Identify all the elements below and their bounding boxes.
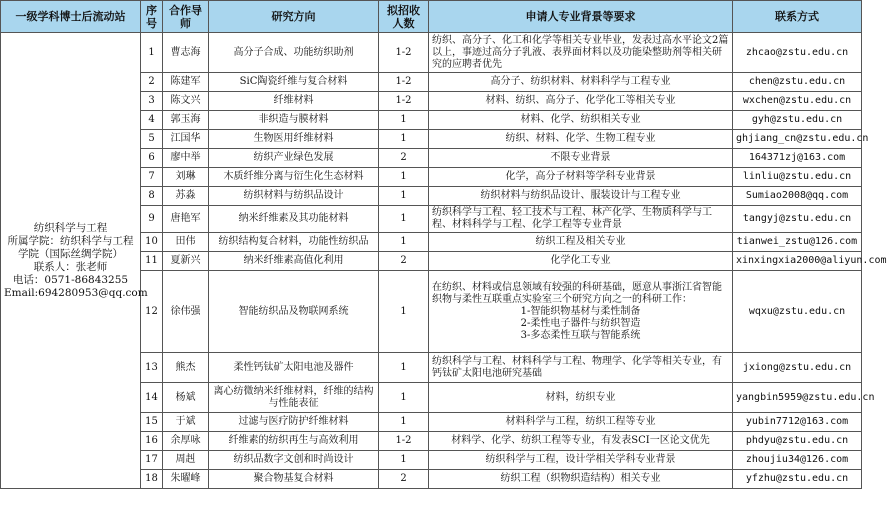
station-name: 纺织科学与工程 xyxy=(33,221,108,234)
cell-req: 化学化工专业 xyxy=(429,252,733,271)
cell-seq: 4 xyxy=(141,111,163,130)
cell-mentor: 于斌 xyxy=(163,413,209,432)
header-seq: 序号 xyxy=(141,1,163,33)
cell-direction: 过滤与医疗防护纤维材料 xyxy=(209,413,379,432)
cell-mentor: 陈文兴 xyxy=(163,92,209,111)
cell-contact: yangbin5959@zstu.edu.cn xyxy=(733,383,862,413)
cell-mentor: 徐伟强 xyxy=(163,271,209,353)
req-item: 1-智能织物基材与柔性制备 xyxy=(520,305,641,317)
cell-contact: Sumiao2008@qq.com xyxy=(733,187,862,206)
station-person: 联系人：张老师 xyxy=(33,260,108,273)
cell-contact: chen@zstu.edu.cn xyxy=(733,73,862,92)
cell-count: 1-2 xyxy=(379,73,429,92)
station-email: Email:694280953@qq.com xyxy=(4,286,148,299)
header-station: 一级学科博士后流动站 xyxy=(1,1,141,33)
cell-mentor: 唐艳军 xyxy=(163,206,209,233)
cell-count: 1 xyxy=(379,111,429,130)
header-requirements: 申请人专业背景等要求 xyxy=(429,1,733,33)
cell-contact: 164371zj@163.com xyxy=(733,149,862,168)
station-phone: 电话：0571-86843255 xyxy=(12,273,129,286)
cell-seq: 17 xyxy=(141,451,163,470)
cell-req: 纺织科学与工程、轻工技术与工程、林产化学、生物质科学与工程、材料科学与工程、化学工程等专业背景 xyxy=(429,206,733,233)
cell-count: 2 xyxy=(379,470,429,489)
cell-direction: 纳米纤维素及其功能材料 xyxy=(209,206,379,233)
cell-req: 纺织科学与工程、材料科学与工程、物理学、化学等相关专业，有钙钛矿太阳电池研究基础 xyxy=(429,353,733,383)
cell-seq: 13 xyxy=(141,353,163,383)
cell-mentor: 夏新兴 xyxy=(163,252,209,271)
header-row xyxy=(1,1,862,33)
cell-req: 纺织工程（织物织造结构）相关专业 xyxy=(429,470,733,489)
cell-count: 2 xyxy=(379,149,429,168)
cell-contact: tianwei_zstu@126.com xyxy=(733,233,862,252)
station-college: 所属学院：纺织科学与工程学院（国际丝绸学院） xyxy=(7,234,134,260)
cell-count: 1 xyxy=(379,383,429,413)
cell-req: 材料科学与工程，纺织工程等专业 xyxy=(429,413,733,432)
cell-seq: 18 xyxy=(141,470,163,489)
cell-count: 1 xyxy=(379,451,429,470)
cell-seq: 10 xyxy=(141,233,163,252)
req-intro: 在纺织、材料或信息领域有较强的科研基础，愿意从事浙江省智能织物与柔性互联重点实验室三个研究方向之一的科研工作： xyxy=(432,281,722,305)
cell-contact: ghjiang_cn@zstu.edu.cn xyxy=(733,130,862,149)
cell-seq: 12 xyxy=(141,271,163,353)
cell-req: 材料，纺织专业 xyxy=(429,383,733,413)
cell-mentor: 苏淼 xyxy=(163,187,209,206)
cell-contact: wxchen@zstu.edu.cn xyxy=(733,92,862,111)
cell-direction: 离心纺微纳米纤维材料，纤维的结构与性能表征 xyxy=(209,383,379,413)
cell-mentor: 曹志海 xyxy=(163,33,209,73)
cell-mentor: 余厚咏 xyxy=(163,432,209,451)
cell-mentor: 刘琳 xyxy=(163,168,209,187)
cell-req: 纺织工程及相关专业 xyxy=(429,233,733,252)
cell-mentor: 廖中举 xyxy=(163,149,209,168)
cell-contact: phdyu@zstu.edu.cn xyxy=(733,432,862,451)
cell-contact: linliu@zstu.edu.cn xyxy=(733,168,862,187)
cell-count: 1 xyxy=(379,206,429,233)
cell-req: 纺织材料与纺织品设计、服装设计与工程专业 xyxy=(429,187,733,206)
header-mentor: 合作导师 xyxy=(163,1,209,33)
cell-contact: jxiong@zstu.edu.cn xyxy=(733,353,862,383)
cell-contact: yfzhu@zstu.edu.cn xyxy=(733,470,862,489)
cell-direction: 木质纤维分离与衍生化生态材料 xyxy=(209,168,379,187)
cell-direction: 纤维素的纺织再生与高效利用 xyxy=(209,432,379,451)
cell-count: 1-2 xyxy=(379,432,429,451)
header-count: 拟招收人数 xyxy=(379,1,429,33)
cell-count: 1-2 xyxy=(379,33,429,73)
cell-req: 纺织科学与工程，设计学相关学科专业背景 xyxy=(429,451,733,470)
cell-req: 高分子、纺织材料、材料科学与工程专业 xyxy=(429,73,733,92)
cell-mentor: 田伟 xyxy=(163,233,209,252)
cell-direction: SiC陶瓷纤维与复合材料 xyxy=(209,73,379,92)
cell-seq: 9 xyxy=(141,206,163,233)
cell-count: 1-2 xyxy=(379,92,429,111)
cell-count: 1 xyxy=(379,413,429,432)
cell-direction: 柔性钙钛矿太阳电池及器件 xyxy=(209,353,379,383)
cell-req: 纺织、材料、化学、生物工程专业 xyxy=(429,130,733,149)
cell-mentor: 江国华 xyxy=(163,130,209,149)
header-contact: 联系方式 xyxy=(733,1,862,33)
cell-mentor: 熊杰 xyxy=(163,353,209,383)
cell-seq: 1 xyxy=(141,33,163,73)
cell-contact: yubin7712@163.com xyxy=(733,413,862,432)
cell-req: 纺织、高分子、化工和化学等相关专业毕业，发表过高水平论文2篇以上，事迹过高分子乳液、表界面材料以及功能染整助剂等相关研究的应聘者优先 xyxy=(429,33,733,73)
cell-mentor: 周赳 xyxy=(163,451,209,470)
cell-direction: 非织造与膜材料 xyxy=(209,111,379,130)
cell-mentor: 陈建军 xyxy=(163,73,209,92)
cell-mentor: 朱曜峰 xyxy=(163,470,209,489)
cell-mentor: 杨斌 xyxy=(163,383,209,413)
cell-count: 1 xyxy=(379,271,429,353)
table-row xyxy=(1,33,862,73)
cell-req: 不限专业背景 xyxy=(429,149,733,168)
cell-seq: 5 xyxy=(141,130,163,149)
cell-req: 材料、纺织、高分子、化学化工等相关专业 xyxy=(429,92,733,111)
cell-contact: zhoujiu34@126.com xyxy=(733,451,862,470)
header-direction: 研究方向 xyxy=(209,1,379,33)
cell-contact: tangyj@zstu.edu.cn xyxy=(733,206,862,233)
station-info xyxy=(1,33,148,489)
cell-seq: 7 xyxy=(141,168,163,187)
req-item: 2-柔性电子器件与纺织智造 xyxy=(520,317,641,329)
cell-seq: 16 xyxy=(141,432,163,451)
cell-direction: 高分子合成、功能纺织助剂 xyxy=(209,33,379,73)
cell-count: 1 xyxy=(379,233,429,252)
cell-direction: 纺织结构复合材料，功能性纺织品 xyxy=(209,233,379,252)
cell-contact: wqxu@zstu.edu.cn xyxy=(733,271,862,353)
cell-count: 1 xyxy=(379,353,429,383)
cell-req xyxy=(429,271,733,353)
cell-req: 材料学、化学、纺织工程等专业，有发表SCI一区论文优先 xyxy=(429,432,733,451)
cell-mentor: 郭玉海 xyxy=(163,111,209,130)
cell-direction: 聚合物基复合材料 xyxy=(209,470,379,489)
cell-contact: gyh@zstu.edu.cn xyxy=(733,111,862,130)
cell-seq: 11 xyxy=(141,252,163,271)
cell-direction: 纤维材料 xyxy=(209,92,379,111)
cell-req: 材料、化学、纺织相关专业 xyxy=(429,111,733,130)
cell-seq: 6 xyxy=(141,149,163,168)
cell-direction: 纺织品数字文创和时尚设计 xyxy=(209,451,379,470)
cell-count: 2 xyxy=(379,252,429,271)
cell-direction: 纳米纤维素高值化利用 xyxy=(209,252,379,271)
cell-seq: 15 xyxy=(141,413,163,432)
cell-direction: 纺织产业绿色发展 xyxy=(209,149,379,168)
cell-count: 1 xyxy=(379,168,429,187)
cell-direction: 生物医用纤维材料 xyxy=(209,130,379,149)
req-item: 3-多态柔性互联与智能系统 xyxy=(520,329,641,341)
cell-seq: 2 xyxy=(141,73,163,92)
cell-seq: 3 xyxy=(141,92,163,111)
cell-direction: 纺织材料与纺织品设计 xyxy=(209,187,379,206)
cell-count: 1 xyxy=(379,130,429,149)
cell-contact: zhcao@zstu.edu.cn xyxy=(733,33,862,73)
cell-req: 化学，高分子材料等学科专业背景 xyxy=(429,168,733,187)
cell-contact: xinxingxia2000@aliyun.com xyxy=(733,252,862,271)
cell-seq: 14 xyxy=(141,383,163,413)
cell-count: 1 xyxy=(379,187,429,206)
cell-direction: 智能纺织品及物联网系统 xyxy=(209,271,379,353)
cell-seq: 8 xyxy=(141,187,163,206)
